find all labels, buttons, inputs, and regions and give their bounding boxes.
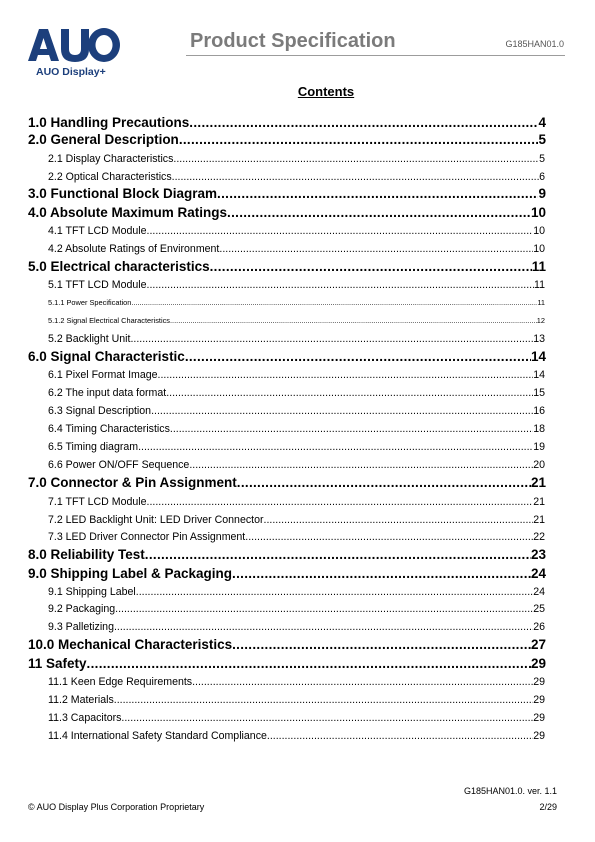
toc-entry-title: 2.1 Display Characteristics [48,153,174,165]
toc-entry[interactable] [28,115,546,130]
footer-copyright: © AUO Display Plus Corporation Proprietary [28,802,205,812]
auo-logo [28,28,120,62]
toc-entry[interactable] [28,547,546,562]
toc-dot-leader [170,316,537,325]
toc-entry[interactable] [28,186,546,201]
toc-entry[interactable] [48,423,545,435]
toc-entry-title: 4.2 Absolute Ratings of Environment [48,243,220,255]
toc-entry[interactable] [48,387,545,399]
toc-entry-page: 4 [538,115,546,130]
toc-entry-title: 11.3 Capacitors [48,712,122,724]
toc-entry-page: 12 [536,316,545,325]
toc-entry[interactable] [48,333,545,345]
toc-entry-title: 9.2 Packaging [48,603,116,615]
toc-entry-page: 24 [530,566,546,581]
footer-model-version: G185HAN01.0. ver. 1.1 [463,786,557,796]
toc-dot-leader [130,333,533,345]
toc-entry-title: 6.3 Signal Description [48,405,152,417]
header-divider [186,55,565,56]
toc-entry-page: 5 [539,153,545,165]
toc-dot-leader [179,132,539,147]
toc-dot-leader [267,730,533,742]
toc-dot-leader [114,694,533,706]
toc-entry-title: 6.6 Power ON/OFF Sequence [48,459,190,471]
toc-entry-title: 6.1 Pixel Format Image [48,369,158,381]
toc-entry-title: 5.1 TFT LCD Module [48,279,147,291]
toc-dot-leader [219,243,533,255]
toc-entry-page: 10 [533,225,545,237]
toc-dot-leader [166,387,533,399]
toc-entry-title: 11.2 Materials [48,694,114,706]
toc-entry[interactable] [28,566,546,581]
toc-entry[interactable] [48,603,545,615]
toc-entry-title: 9.1 Shipping Label [48,586,136,598]
toc-entry[interactable] [48,153,545,165]
toc-entry[interactable] [48,496,545,508]
toc-dot-leader [210,259,532,274]
toc-dot-leader [232,637,531,652]
toc-dot-leader [264,514,534,526]
toc-entry-page: 23 [530,547,546,562]
toc-dot-leader [121,712,533,724]
toc-entry-page: 13 [533,333,545,345]
model-number: G185HAN01.0 [505,39,564,49]
toc-dot-leader [138,441,533,453]
toc-entry-title: 9.0 Shipping Label & Packaging [28,566,233,581]
toc-entry[interactable] [28,132,546,147]
toc-entry-title: 6.5 Timing diagram [48,441,139,453]
toc-entry[interactable] [48,621,545,633]
document-title: Product Specification [190,30,396,52]
toc-entry[interactable] [48,298,545,307]
toc-entry[interactable] [48,694,545,706]
toc-entry-title: 3.0 Functional Block Diagram [28,186,218,201]
toc-dot-leader [145,547,531,562]
toc-entry[interactable] [28,259,546,274]
toc-entry-title: 11.4 International Safety Standard Compliance [48,730,267,742]
toc-entry-page: 9 [538,186,546,201]
toc-entry-page: 10 [530,205,546,220]
toc-dot-leader [147,496,534,508]
toc-dot-leader [245,531,533,543]
toc-dot-leader [227,205,531,220]
toc-entry[interactable] [48,405,545,417]
toc-entry-page: 25 [533,603,545,615]
toc-entry-page: 14 [533,369,545,381]
toc-dot-leader [131,298,537,307]
toc-entry-page: 20 [533,459,545,471]
toc-entry-title: 5.2 Backlight Unit [48,333,131,345]
toc-entry[interactable] [48,243,545,255]
toc-entry-title: 4.0 Absolute Maximum Ratings [28,205,228,220]
toc-entry-title: 2.2 Optical Characteristics [48,171,172,183]
toc-dot-leader [232,566,531,581]
toc-entry[interactable] [48,712,545,724]
toc-entry[interactable] [48,316,545,325]
toc-entry[interactable] [28,637,546,652]
toc-entry-title: 5.0 Electrical characteristics [28,259,210,274]
toc-dot-leader [170,423,533,435]
toc-entry-page: 11 [531,259,546,274]
toc-dot-leader [147,279,534,291]
toc-dot-leader [136,586,533,598]
toc-entry-page: 19 [533,441,545,453]
footer-page-number: 2/29 [539,802,557,812]
toc-entry[interactable] [48,730,545,742]
logo-subtitle: AUO Display+ [36,66,106,78]
toc-entry-page: 5 [538,132,546,147]
toc-dot-leader [185,349,531,364]
toc-dot-leader [114,621,533,633]
toc-entry-page: 21 [533,496,545,508]
toc-entry[interactable] [48,531,545,543]
toc-entry-title: 10.0 Mechanical Characteristics [28,637,233,652]
toc-entry[interactable] [28,475,546,490]
toc-dot-leader [189,115,538,130]
toc-entry-page: 21 [530,475,546,490]
toc-dot-leader [158,369,534,381]
toc-dot-leader [189,459,533,471]
toc-entry-page: 11 [537,298,545,307]
toc-entry[interactable] [28,205,546,220]
toc-entry-page: 29 [533,676,545,688]
toc-entry-title: 2.0 General Description [28,132,179,147]
toc-dot-leader [173,153,539,165]
toc-entry-title: 8.0 Reliability Test [28,547,145,562]
toc-entry[interactable] [28,656,546,671]
toc-entry-page: 26 [533,621,545,633]
toc-dot-leader [237,475,531,490]
toc-entry-title: 7.1 TFT LCD Module [48,496,147,508]
toc-entry-title: 6.2 The input data format [48,387,167,399]
toc-entry-page: 27 [530,637,546,652]
toc-entry-title: 7.2 LED Backlight Unit: LED Driver Connector [48,514,264,526]
toc-entry-title: 11 Safety [28,656,87,671]
toc-entry[interactable] [48,225,545,237]
toc-dot-leader [192,676,533,688]
toc-dot-leader [151,405,533,417]
toc-entry-page: 10 [533,243,545,255]
toc-entry-title: 5.1.1 Power Specification [48,298,132,307]
toc-entry[interactable] [28,349,546,364]
toc-entry[interactable] [48,459,545,471]
toc-dot-leader [147,225,534,237]
toc-entry-page: 22 [533,531,545,543]
toc-entry-title: 6.4 Timing Characteristics [48,423,170,435]
toc-entry-page: 29 [533,730,545,742]
toc-entry-title: 9.3 Palletizing [48,621,114,633]
toc-entry[interactable] [48,171,545,183]
toc-entry-page: 6 [539,171,545,183]
toc-entry-title: 7.3 LED Driver Connector Pin Assignment [48,531,246,543]
toc-entry-page: 24 [533,586,545,598]
toc-entry[interactable] [48,514,545,526]
toc-entry-title: 5.1.2 Signal Electrical Characteristics [48,316,170,325]
toc-entry-page: 16 [533,405,545,417]
toc-entry-page: 29 [533,712,545,724]
toc-entry-page: 29 [533,694,545,706]
toc-entry-page: 11 [534,279,545,291]
toc-entry-page: 15 [533,387,545,399]
toc-entry-page: 14 [530,349,546,364]
toc-entry[interactable] [48,586,545,598]
toc-entry-title: 4.1 TFT LCD Module [48,225,147,237]
toc-entry-title: 1.0 Handling Precautions [28,115,190,130]
toc-entry-title: 11.1 Keen Edge Requirements [48,676,193,688]
toc-entry-title: 6.0 Signal Characteristic [28,349,185,364]
toc-entry-page: 18 [533,423,545,435]
toc-entry-page: 29 [530,656,546,671]
toc-dot-leader [87,656,531,671]
toc-dot-leader [115,603,533,615]
toc-entry[interactable] [48,369,545,381]
toc-dot-leader [217,186,538,201]
toc-entry[interactable] [48,441,545,453]
toc-entry-page: 21 [533,514,545,526]
toc-dot-leader [172,171,539,183]
toc-entry[interactable] [48,279,545,291]
contents-heading: Contents [297,84,355,99]
toc-entry[interactable] [48,676,545,688]
toc-entry-title: 7.0 Connector & Pin Assignment [28,475,237,490]
